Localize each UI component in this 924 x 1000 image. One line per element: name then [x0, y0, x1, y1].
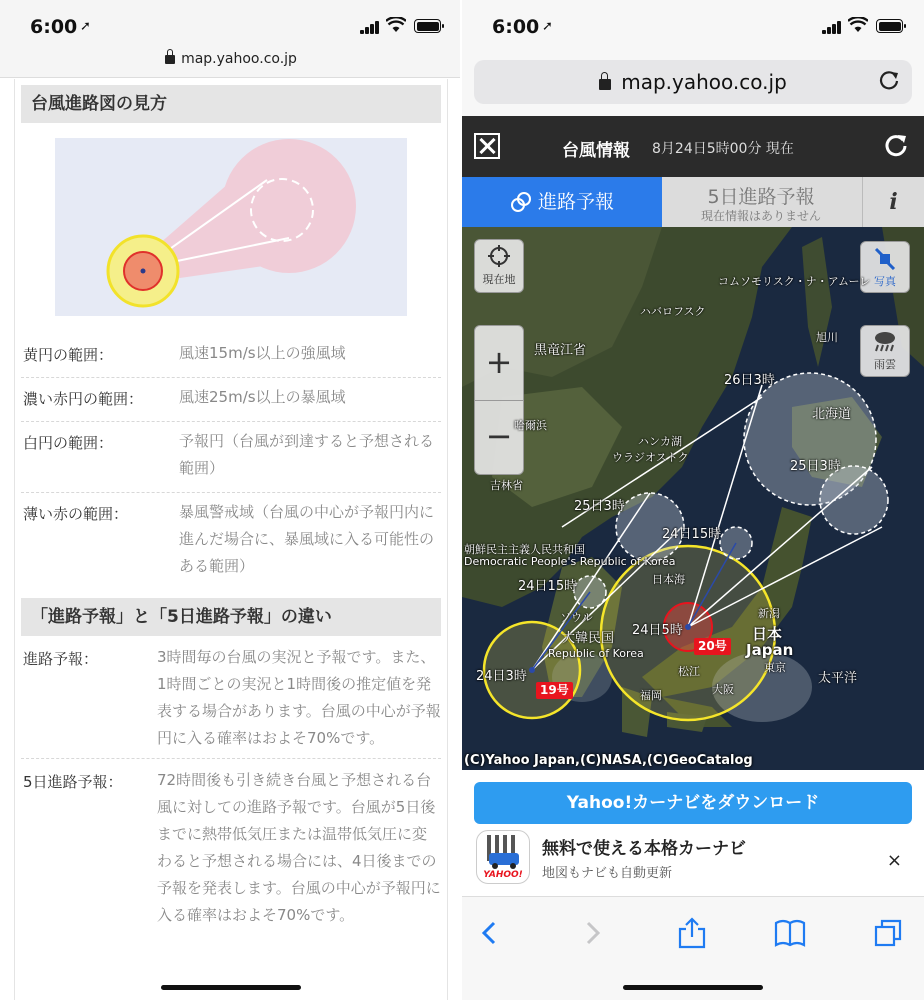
forecast-time-label: 24日15時: [662, 527, 722, 542]
back-icon[interactable]: [474, 917, 506, 949]
location-arrow-icon: ➚: [80, 19, 91, 34]
difference-value: 3時間毎の台風の実況と予報です。また、1時間ごとの実況と1時間後の推定値を発表する場合があります。台風の中心が予報円に入る確率はおよそ70%です。: [157, 648, 441, 747]
difference-value: 72時間後も引き続き台風と予想される台風に対しての進路予報です。台風が5日後までに熱帯低気圧または温帯低気圧に変わると予想される場合には、4日後までの予報を発表します。台風の中心が予報円に入る確率はおよそ70%です。: [157, 771, 441, 924]
definition-row: [21, 422, 441, 493]
difference-key: 5日進路予報：: [23, 773, 123, 791]
status-time: 6:00: [30, 16, 78, 38]
place-label: 大韓民国: [562, 631, 615, 646]
difference-key: 進路予報：: [23, 650, 99, 668]
section-title: 台風進路図の見方: [21, 85, 441, 123]
guide-content: [14, 79, 448, 1000]
definition-row: [21, 334, 441, 378]
right-screen: [462, 0, 924, 1000]
place-label: Republic of Korea: [548, 647, 644, 660]
typhoon-icon: [510, 191, 532, 213]
map-copyright: (C)Yahoo Japan,(C)NASA,(C)GeoCatalog: [464, 753, 753, 768]
status-time: 6:00: [492, 16, 540, 38]
tab-bar: [462, 177, 924, 227]
home-indicator[interactable]: [161, 985, 301, 990]
place-label: Japan: [746, 641, 794, 659]
place-label: 新潟: [758, 607, 780, 620]
battery-icon: [414, 19, 441, 33]
difference-row: [21, 636, 441, 759]
place-label: 日本: [752, 625, 783, 643]
header-date: 8月24日5時00分 現在: [652, 141, 794, 157]
tab-five-day-note: 現在情報はありません: [700, 209, 821, 223]
difference-row: [21, 759, 441, 935]
tab-forecast[interactable]: [462, 177, 662, 227]
bookmarks-icon[interactable]: [774, 917, 806, 949]
section-title-difference: 「進路予報」と「5日進路予報」の違い: [21, 598, 441, 636]
place-label: 福岡: [640, 689, 662, 702]
place-label: 黒竜江省: [534, 343, 587, 358]
typhoon-diagram: [55, 138, 407, 316]
tabs-icon[interactable]: [872, 917, 904, 949]
promo-title: 無料で使える本格カーナビ: [542, 839, 746, 859]
header-title: 台風情報: [562, 141, 630, 161]
url-text: map.yahoo.co.jp: [181, 51, 297, 67]
rain-cloud-label: 雨雲: [874, 358, 896, 371]
place-label: Democratic People's Republic of Korea: [464, 555, 676, 568]
wifi-icon: [386, 17, 406, 33]
status-bar: [462, 0, 924, 48]
tab-five-day[interactable]: [662, 177, 860, 227]
forecast-time-label: 26日3時: [724, 373, 775, 388]
definition-row: [21, 378, 441, 422]
place-label: ハンカ湖: [638, 435, 682, 448]
zoom-in-button[interactable]: +: [475, 326, 523, 401]
share-icon[interactable]: [676, 917, 708, 949]
signal-icon: [360, 21, 380, 34]
place-label: 吉林省: [490, 479, 523, 492]
forecast-time-label: 25日3時: [790, 459, 841, 474]
forecast-time-label: 24日5時: [632, 623, 683, 638]
typhoon-diagram-illustration: [55, 138, 407, 316]
forward-icon[interactable]: [576, 917, 608, 949]
definition-value: 予報円（台風が到達すると予想される範囲）: [179, 432, 435, 477]
definition-key: 薄い赤の範囲：: [23, 505, 129, 523]
status-bar: [0, 0, 462, 48]
difference-list: [15, 636, 447, 935]
place-label: 哈爾浜: [514, 419, 547, 432]
url-text: map.yahoo.co.jp: [621, 70, 787, 94]
battery-icon: [876, 19, 903, 33]
home-indicator[interactable]: [623, 985, 763, 990]
info-button[interactable]: i: [862, 177, 924, 227]
address-bar[interactable]: [0, 48, 462, 78]
definition-value: 暴風警戒域（台風の中心が予報円内に進んだ場合に、暴風域に入る可能性のある範囲）: [179, 503, 435, 575]
place-label: 北海道: [812, 407, 852, 422]
location-arrow-icon: ➚: [542, 19, 553, 34]
carnavi-app-icon: [476, 830, 530, 884]
forecast-time-label: 25日3時: [574, 499, 625, 514]
definition-value: 風速25m/s以上の暴風域: [179, 388, 346, 406]
place-label: 大阪: [712, 683, 734, 696]
address-bar[interactable]: [474, 60, 912, 104]
crosshair-icon: [487, 244, 511, 268]
rain-cloud-icon: [872, 329, 898, 353]
lock-icon: [165, 55, 175, 64]
photo-label: 写真: [874, 275, 896, 288]
place-label: ウラジオストク: [612, 451, 689, 464]
tab-five-day-label: 5日進路予報: [707, 186, 815, 208]
definition-row: [21, 493, 441, 590]
definition-list: [15, 334, 447, 590]
current-location-button[interactable]: [474, 239, 524, 293]
reload-icon[interactable]: [878, 70, 900, 92]
definition-key: 濃い赤円の範囲：: [23, 390, 144, 408]
tab-forecast-label: 進路予報: [538, 191, 615, 213]
place-label: ソウル: [560, 611, 593, 624]
download-carnavi-button[interactable]: Yahoo!カーナビをダウンロード: [474, 782, 912, 824]
place-label: 太平洋: [818, 671, 858, 686]
typhoon-20-badge[interactable]: 20号: [694, 638, 731, 655]
typhoon-19-badge[interactable]: 19号: [536, 682, 573, 699]
wifi-icon: [848, 17, 868, 33]
satellite-icon: [873, 246, 897, 270]
close-icon[interactable]: [474, 133, 500, 159]
yahoo-logo: YAHOO!: [483, 870, 523, 880]
place-label: 旭川: [816, 331, 838, 344]
forecast-time-label: 24日15時: [518, 579, 578, 594]
zoom-control: [474, 325, 524, 475]
place-label: 日本海: [652, 573, 685, 586]
place-label: 松江: [678, 665, 700, 678]
rain-cloud-button[interactable]: [860, 325, 910, 377]
forecast-time-label: 24日3時: [476, 669, 527, 684]
place-label: コムソモリスク・ナ・アムーレ: [718, 275, 871, 288]
typhoon-map[interactable]: [462, 227, 924, 770]
app-promo-banner[interactable]: [462, 826, 924, 896]
refresh-icon[interactable]: [884, 134, 908, 158]
lock-icon: [599, 79, 611, 90]
place-label: 東京: [764, 661, 786, 674]
promo-close-icon[interactable]: ×: [886, 850, 902, 871]
promo-subtitle: 地図もナビも自動更新: [542, 866, 673, 881]
current-location-label: 現在地: [482, 273, 516, 286]
typhoon-header: [462, 116, 924, 177]
signal-icon: [822, 21, 842, 34]
definition-value: 風速15m/s以上の強風域: [179, 344, 346, 362]
place-label: ハバロフスク: [640, 305, 706, 318]
definition-key: 白円の範囲：: [23, 434, 114, 452]
place-label: 朝鮮民主主義人民共和国: [464, 543, 585, 556]
definition-key: 黄円の範囲：: [23, 346, 114, 364]
zoom-out-button[interactable]: −: [485, 417, 513, 455]
